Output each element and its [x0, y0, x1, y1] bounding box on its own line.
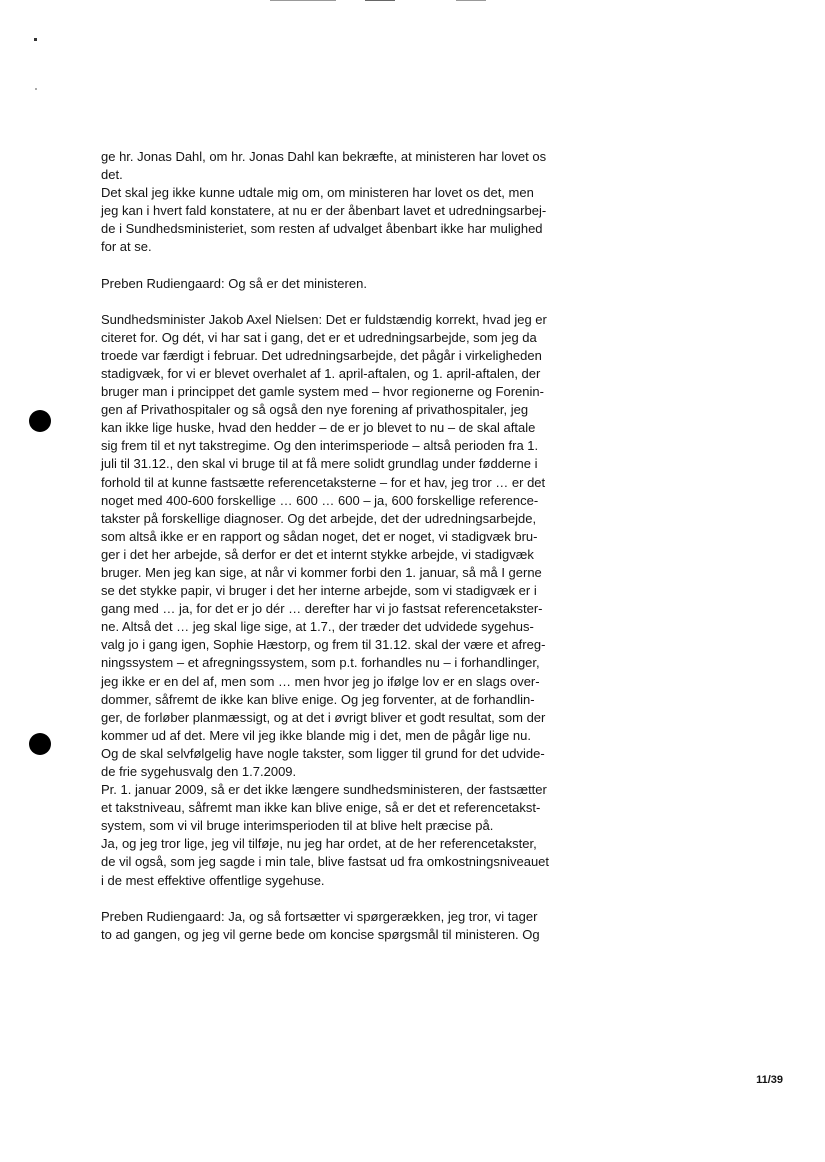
- text-line: forhold til at kunne fastsætte referencetaksterne – for et hav, jeg tror … er det: [101, 474, 546, 490]
- text-line: Preben Rudiengaard: Ja, og så fortsætter vi spørgerækken, jeg tror, vi tager: [101, 908, 538, 924]
- text-line: citeret for. Og dét, vi har sat i gang, det er et udredningsarbejde, som jeg da: [101, 329, 537, 345]
- header-rule: [365, 0, 395, 1]
- text-line: ge hr. Jonas Dahl, om hr. Jonas Dahl kan bekræfte, at ministeren har lovet os: [101, 149, 547, 164]
- text-line: i de mest effektive offentlige sygehuse.: [101, 872, 325, 888]
- text-line: Preben Rudiengaard: Og så er det ministeren.: [101, 275, 367, 291]
- scan-speck: [34, 38, 37, 41]
- text-line: to ad gangen, og jeg vil gerne bede om koncise spørgsmål til ministeren. Og: [101, 926, 540, 942]
- text-line: som altså ikke er en rapport og sådan noget, det er noget, vi stadigvæk bru-: [101, 528, 538, 544]
- text-line: takster på forskellige diagnoser. Og det arbejde, det der udredningsarbejde,: [101, 510, 537, 526]
- text-line: Pr. 1. januar 2009, så er det ikke længere sundhedsministeren, der fastsætter: [101, 782, 547, 798]
- text-line: Og de skal selvfølgelig have nogle takster, som ligger til grund for det udvide-: [101, 745, 545, 761]
- text-line: kommer ud af det. Mere vil jeg ikke blande mig i det, men de pågår lige nu.: [101, 727, 531, 743]
- text-line: bruger. Men jeg kan sige, at når vi kommer forbi den 1. januar, så må I gerne: [101, 564, 542, 580]
- text-line: noget med 400-600 forskellige … 600 … 600 – ja, 600 forskellige reference-: [101, 492, 539, 508]
- text-line: Sundhedsminister Jakob Axel Nielsen: Det er fuldstændig korrekt, hvad jeg er: [101, 311, 547, 327]
- page-number: 11/39: [756, 1074, 783, 1086]
- text-line: juli til 31.12., den skal vi bruge til at få mere solidt grundlag under fødderne i: [101, 456, 538, 472]
- text-line: de i Sundhedsministeriet, som resten af udvalget åbenbart ikke har mulighed: [101, 221, 543, 237]
- text-line: ningssystem – et afregningssystem, som p.t. forhandles nu – i forhandlinger,: [101, 655, 540, 671]
- text-line: stadigvæk, for vi er blevet overhalet af 1. april-aftalen, og 1. april-aftalen, der: [101, 365, 541, 381]
- text-line: ne. Altså det … jeg skal lige sige, at 1.7., der træder det udvidede sygehus-: [101, 619, 534, 635]
- text-line: kan ikke lige huske, hvad den hedder – de er jo blevet to nu – de skal aftale: [101, 420, 536, 436]
- text-line: de vil også, som jeg sagde i min tale, blive fastsat ud fra omkostningsniveauet: [101, 854, 550, 870]
- text-line: jeg kan i hvert fald konstatere, at nu er der åbenbart lavet et udredningsarbej-: [101, 203, 547, 219]
- paragraph-gap: [101, 890, 591, 908]
- text-line: valg jo i gang igen, Sophie Hæstorp, og frem til 31.12. skal der være et afreg-: [101, 637, 546, 653]
- text-line: et takstniveau, såfremt man ikke kan blive enige, så er det et referencetakst-: [101, 800, 541, 816]
- text-line: gang med … ja, for det er jo dér … derefter har vi jo fastsat referencetakster-: [101, 601, 543, 617]
- text-line: jeg ikke er en del af, men som … men hvor jeg jo ifølge lov er en slags over-: [101, 673, 540, 689]
- text-line: se det stykke papir, vi bruger i det her interne arbejde, som vi stadigvæk er i: [101, 583, 537, 599]
- text-line: for at se.: [101, 239, 152, 255]
- text-line: de frie sygehusvalg den 1.7.2009.: [101, 764, 297, 779]
- text-line: bruger man i princippet det gamle system med – hvor regionerne og Forenin-: [101, 384, 544, 400]
- transcript-body: [101, 148, 591, 944]
- text-line: Ja, og jeg tror lige, jeg vil tilføje, nu jeg har ordet, at de her referencetakster,: [101, 836, 537, 852]
- scan-speck: [35, 88, 37, 90]
- text-line: system, som vi vil bruge interimsperioden til at blive helt præcise på.: [101, 818, 494, 834]
- paragraph-gap: [101, 257, 591, 275]
- text-line: troede var færdigt i februar. Det udredningsarbejde, det pågår i virkeligheden: [101, 347, 542, 363]
- header-rule: [456, 0, 486, 1]
- paragraph-gap: [101, 293, 591, 311]
- header-rule: [270, 0, 336, 1]
- binder-hole: [29, 410, 51, 432]
- text-line: det.: [101, 167, 123, 183]
- text-line: gen af Privathospitaler og så også den nye forening af privathospitaler, jeg: [101, 402, 529, 418]
- text-line: dommer, såfremt de ikke kan blive enige. Og jeg forventer, at de forhandlin-: [101, 691, 535, 707]
- text-line: Det skal jeg ikke kunne udtale mig om, om ministeren har lovet os det, men: [101, 185, 534, 201]
- text-line: sig frem til et nyt takstregime. Og den interimsperiode – altså perioden fra 1.: [101, 438, 539, 454]
- binder-hole: [29, 733, 51, 755]
- text-line: ger i det her arbejde, så derfor er det et internt stykke arbejde, vi stadigvæk: [101, 546, 534, 562]
- text-line: ger, de forløber planmæssigt, og at det i øvrigt bliver et godt resultat, som der: [101, 709, 546, 725]
